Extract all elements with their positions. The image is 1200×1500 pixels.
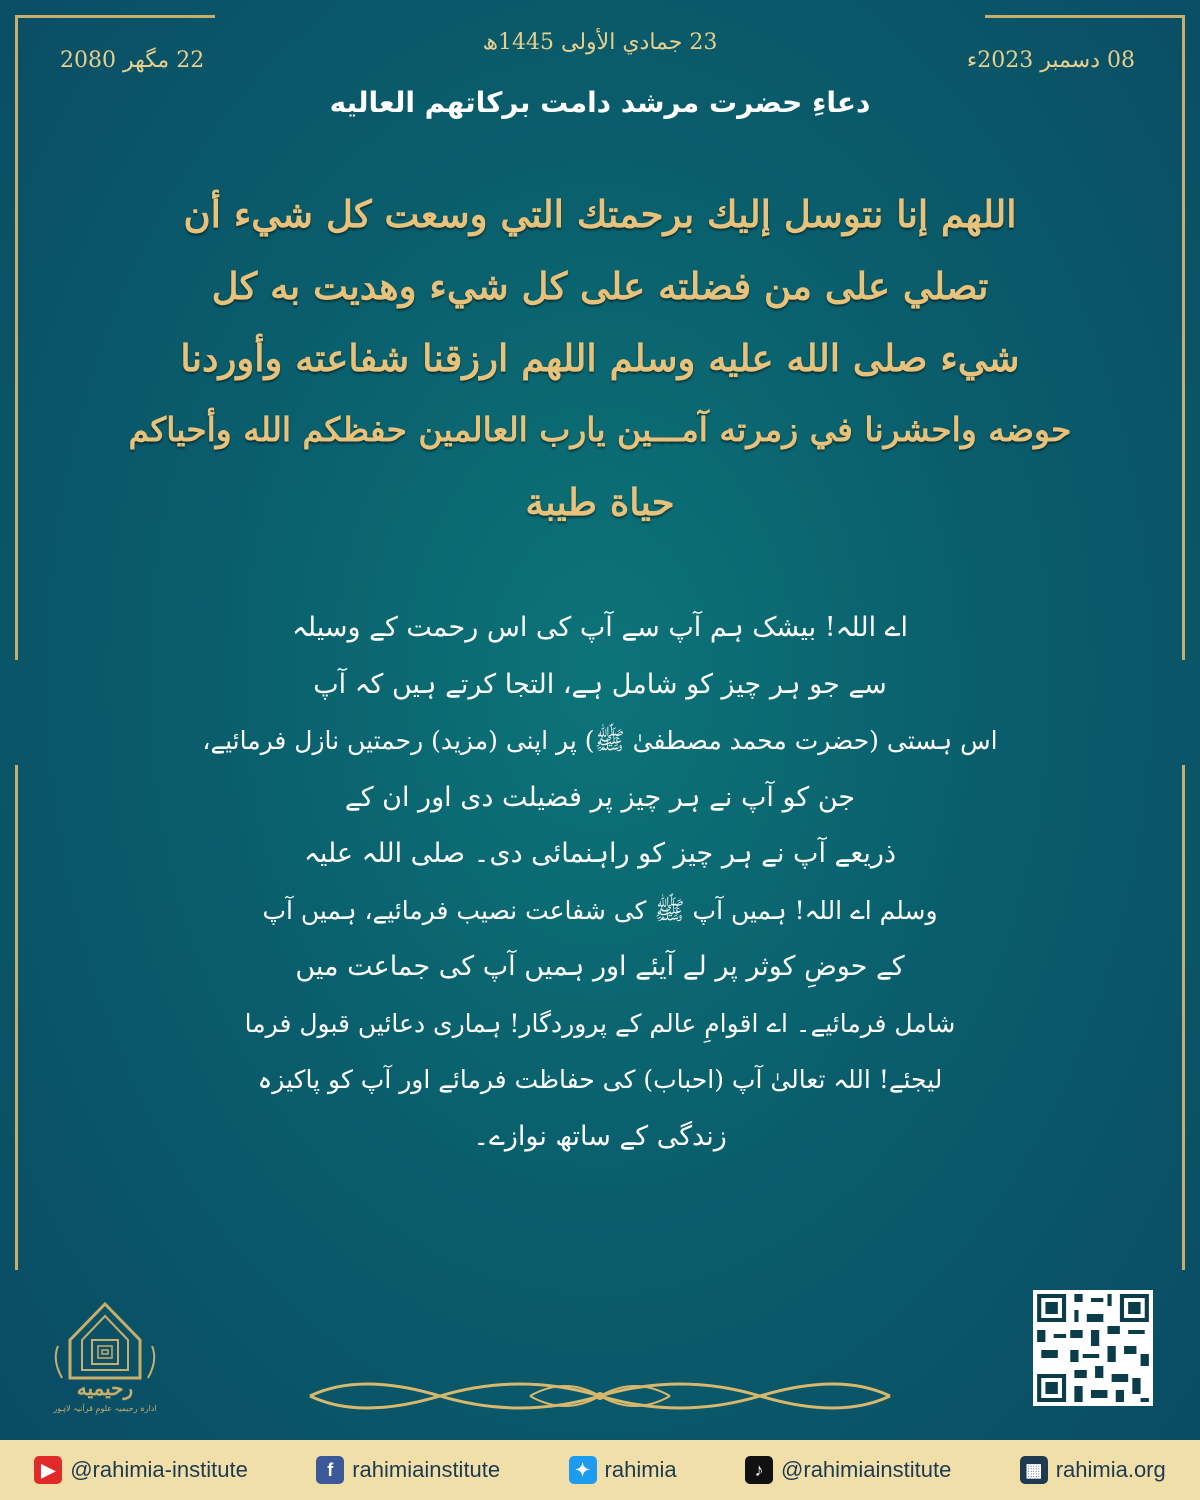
facebook-handle: rahimiainstitute (352, 1457, 501, 1482)
website-link[interactable] (1020, 1456, 1166, 1484)
urdu-line: اس ہستی (حضرت محمد مصطفیٰ ﷺ) پر اپنی (مزید) رحمتیں نازل فرمائیے، (202, 726, 998, 755)
twitter-link[interactable] (569, 1456, 677, 1484)
urdu-line: جن کو آپ نے ہر چیز پر فضیلت دی اور ان کے (344, 781, 856, 813)
urdu-line: اے اللہ! بیشک ہم آپ سے آپ کی اس رحمت کے وسیلہ (292, 612, 908, 643)
facebook-icon: f (316, 1456, 344, 1484)
tiktok-handle: @rahimiainstitute (781, 1457, 952, 1482)
arabic-line: شيء صلى الله عليه وسلم اللهم ارزقنا شفاعته وأوردنا (180, 336, 1020, 380)
logo-text: رحیمیه (76, 1376, 134, 1400)
arabic-dua (80, 178, 1120, 538)
urdu-line: سے جو ہر چیز کو شامل ہے، التجا کرتے ہیں کہ آپ (313, 668, 887, 700)
urdu-line: وسلم اے اللہ! ہمیں آپ ﷺ کی شفاعت نصیب فرمائیے، ہمیں آپ (262, 895, 938, 925)
twitter-handle: rahimia (604, 1457, 677, 1482)
social-footer (0, 1440, 1200, 1500)
frame-top-left (15, 15, 215, 18)
bikrami-date: 22 مگھر 2080 (60, 48, 205, 73)
ornament-divider (300, 1368, 900, 1424)
logo-subtext: ادارہ رحیمیہ علومِ قرآنیہ لاہور (53, 1404, 157, 1413)
arabic-line: حياة طيبة (525, 480, 675, 524)
twitter-icon: ✦ (569, 1456, 597, 1484)
youtube-icon: ▶ (34, 1456, 62, 1484)
urdu-translation (140, 600, 1060, 1165)
gregorian-date: 08 دسمبر 2023ء (966, 48, 1135, 73)
frame-top-right (985, 15, 1185, 18)
urdu-line: کے حوضِ کوثر پر لے آیئے اور ہمیں آپ کی جماعت میں (295, 951, 905, 982)
frame-left-lower (15, 765, 18, 1270)
qr-code-icon[interactable] (1033, 1290, 1153, 1406)
urdu-line: لیجئے! اللہ تعالیٰ آپ (احباب) کی حفاظت فرمائے اور آپ کو پاکیزہ (257, 1065, 943, 1094)
arabic-line: تصلي على من فضلته على كل شيء وهديت به كل (211, 264, 989, 308)
website-handle: rahimia.org (1055, 1457, 1166, 1482)
rahimia-logo-icon (40, 1300, 170, 1420)
urdu-line: شامل فرمائیے۔ اے اقوامِ عالم کے پروردگار! ہماری دعائیں قبول فرما (244, 1008, 956, 1038)
arabic-line: اللهم إنا نتوسل إليك برحمتك التي وسعت كل شيء أن (183, 192, 1017, 236)
tiktok-link[interactable] (745, 1456, 951, 1484)
youtube-handle: @rahimia-institute (70, 1457, 248, 1482)
arabic-line: حوضه واحشرنا في زمرته آمـــين يارب العالمين حفظكم الله وأحياكم (128, 410, 1072, 449)
page-title: دعاءِ حضرت مرشد دامت برکاتھم العالیه (329, 86, 871, 119)
frame-right-lower (1182, 765, 1185, 1270)
urdu-line: زندگی کے ساتھ نوازے۔ (473, 1120, 727, 1152)
youtube-link[interactable] (34, 1456, 248, 1484)
web-icon: ▦ (1020, 1456, 1048, 1484)
hijri-date: 23 جمادي الأولى 1445ھ (482, 30, 718, 55)
facebook-link[interactable] (316, 1456, 500, 1484)
urdu-line: ذریعے آپ نے ہر چیز کو راہنمائی دی۔ صلی اللہ علیہ (304, 838, 896, 869)
tiktok-icon: ♪ (745, 1456, 773, 1484)
